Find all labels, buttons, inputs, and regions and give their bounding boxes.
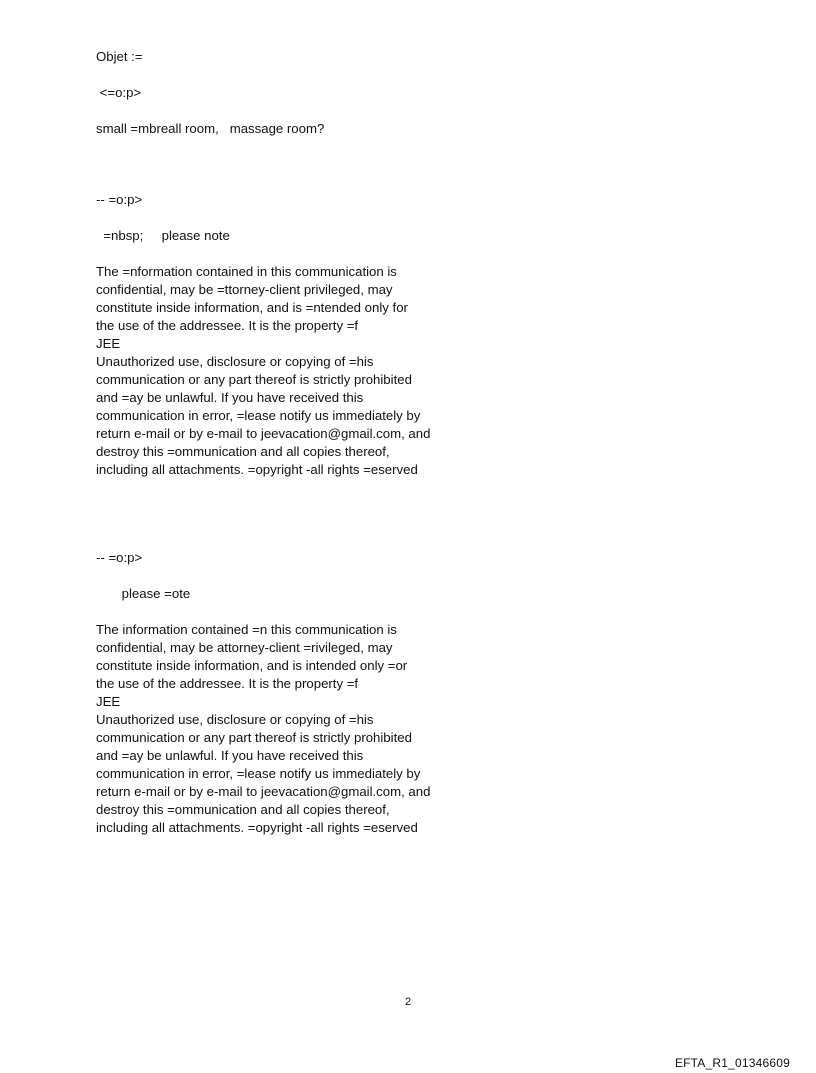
disclaimer-line: and =ay be unlawful. If you have received this [96, 748, 364, 763]
disclaimer-line: JEE [96, 336, 121, 351]
disclaimer-paragraph [96, 621, 456, 837]
disclaimer-line: destroy this =ommunication and all copies thereof, [96, 802, 390, 817]
disclaimer-line: confidential, may be attorney-client =rivileged, may [96, 640, 393, 655]
disclaimer-line: return e-mail or by e-mail to jeevacation@gmail.com, and [96, 426, 431, 441]
disclaimer-line: communication or any part thereof is strictly prohibited [96, 730, 412, 745]
disclaimer-line: and =ay be unlawful. If you have received this [96, 390, 364, 405]
disclaimer-paragraph [96, 263, 456, 479]
disclaimer-line: Unauthorized use, disclosure or copying of =his [96, 712, 374, 727]
disclaimer-line: return e-mail or by e-mail to jeevacation@gmail.com, and [96, 784, 431, 799]
document-id: EFTA_R1_01346609 [674, 1056, 790, 1070]
disclaimer-line: including all attachments. =opyright -all rights =eserved [96, 462, 418, 477]
disclaimer-line: constitute inside information, and is =ntended only for [96, 300, 408, 315]
subject-line: Objet := [96, 49, 143, 64]
disclaimer-line: communication in error, =lease notify us immediately by [96, 766, 421, 781]
disclaimer-line: The =nformation contained in this communication is [96, 264, 397, 279]
disclaimer-line: Unauthorized use, disclosure or copying of =his [96, 354, 374, 369]
disclaimer-line: constitute inside information, and is intended only =or [96, 658, 408, 673]
separator: -- =o:p> [96, 192, 143, 207]
disclaimer-line: destroy this =ommunication and all copies thereof, [96, 444, 390, 459]
disclaimer-line: confidential, may be =ttorney-client privileged, may [96, 282, 393, 297]
disclaimer-line: communication in error, =lease notify us immediately by [96, 408, 421, 423]
disclaimer-line: the use of the addressee. It is the property =f [96, 676, 359, 691]
disclaimer-line: including all attachments. =opyright -all rights =eserved [96, 820, 418, 835]
disclaimer-line: communication or any part thereof is strictly prohibited [96, 372, 412, 387]
note-heading: =nbsp; please note [96, 228, 230, 243]
body-text: small =mbreall room, massage room? [96, 121, 325, 136]
separator: -- =o:p> [96, 550, 143, 565]
disclaimer-line: the use of the addressee. It is the property =f [96, 318, 359, 333]
note-heading: please =ote [96, 586, 191, 601]
disclaimer-line: The information contained =n this communication is [96, 622, 397, 637]
page-number: 2 [404, 996, 412, 1008]
disclaimer-line: JEE [96, 694, 121, 709]
op-line: <=o:p> [96, 85, 142, 100]
